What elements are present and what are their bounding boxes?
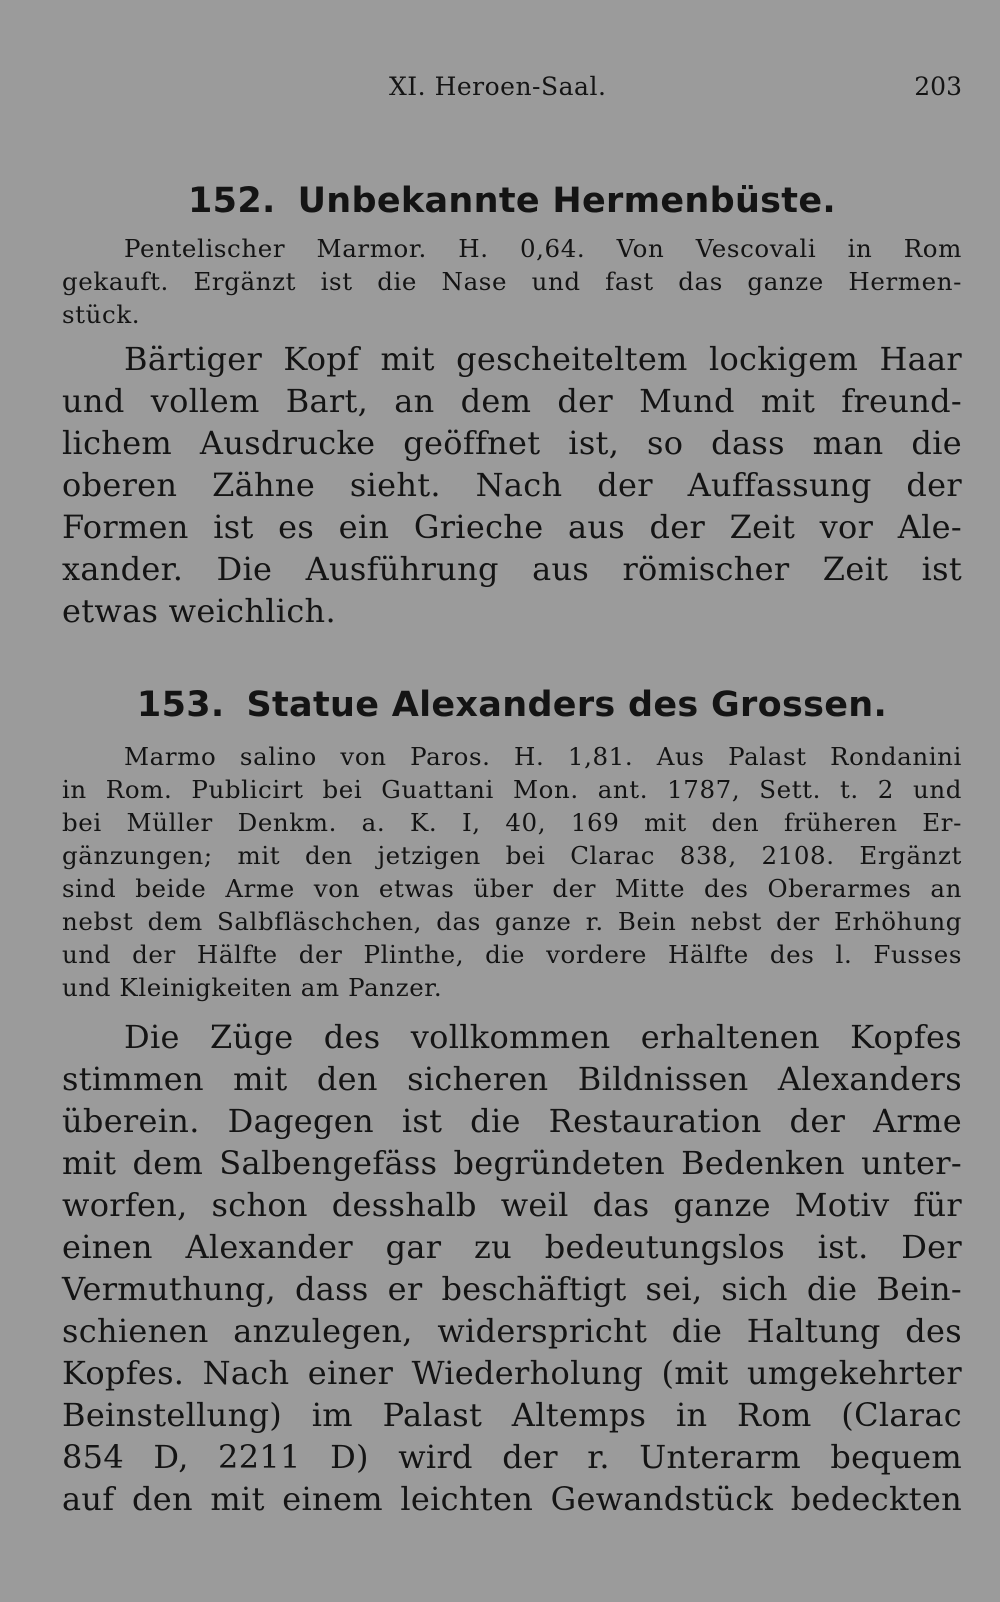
text-line: Die Züge des vollkommen erhaltenen Kopfes (124, 1018, 962, 1056)
text-line: oberen Zähne sieht. Nach der Auffassung der (62, 466, 962, 504)
text-line: Vermuthung, dass er beschäftigt sei, sich die Bein- (62, 1270, 962, 1308)
text-line: überein. Dagegen ist die Restauration der Arme (62, 1102, 962, 1140)
note-line: bei Müller Denkm. a. K. I, 40, 169 mit den früheren Er- (62, 808, 962, 837)
text-line: schienen anzulegen, widerspricht die Haltung des (62, 1312, 962, 1350)
note-line: und Kleinigkeiten am Panzer. (62, 973, 443, 1002)
text-line: Formen ist es ein Grieche aus der Zeit vor Ale- (62, 508, 962, 546)
entry-number: 153. (136, 685, 225, 725)
entry-text-153 (62, 1016, 962, 1520)
text-line: Kopfes. Nach einer Wiederholung (mit umgekehrter (62, 1354, 962, 1392)
note-line: gänzungen; mit den jetzigen bei Clarac 838, 2108. Ergänzt (62, 841, 962, 870)
text-line: lichem Ausdrucke geöffnet ist, so dass man die (62, 424, 962, 462)
text-line: und vollem Bart, an dem der Mund mit freund- (62, 382, 962, 420)
text-line: Bärtiger Kopf mit gescheiteltem lockigem Haar (124, 340, 962, 378)
note-line: Pentelischer Marmor. H. 0,64. Von Vescovali in Rom (124, 234, 962, 263)
text-line: etwas weichlich. (62, 592, 336, 630)
text-line: auf den mit einem leichten Gewandstück bedeckten (62, 1480, 962, 1518)
note-line: und der Hälfte der Plinthe, die vordere Hälfte des l. Fusses (62, 940, 962, 969)
text-line: stimmen mit den sicheren Bildnissen Alexanders (62, 1060, 962, 1098)
text-line: 854 D, 2211 D) wird der r. Unterarm bequem (62, 1438, 962, 1476)
entry-text-152 (62, 338, 962, 632)
entry-title: Unbekannte Hermenbüste. (297, 181, 836, 221)
note-line: nebst dem Salbfläschchen, das ganze r. Bein nebst der Erhöhung (62, 907, 962, 936)
entry-number: 152. (188, 181, 276, 221)
entry-heading-153 (62, 684, 962, 726)
note-line: in Rom. Publicirt bei Guattani Mon. ant. 1787, Sett. t. 2 und (62, 775, 962, 804)
text-line: einen Alexander gar zu bedeutungslos ist. Der (62, 1228, 962, 1266)
note-line: Marmo salino von Paros. H. 1,81. Aus Palast Rondanini (124, 742, 962, 771)
text-line: worfen, schon desshalb weil das ganze Motiv für (62, 1186, 962, 1224)
running-header (62, 72, 962, 104)
entry-title: Statue Alexanders des Grossen. (246, 685, 888, 725)
entry-note-153 (62, 740, 962, 1004)
entry-note-152 (62, 232, 962, 331)
text-line: xander. Die Ausführung aus römischer Zeit ist (62, 550, 962, 588)
entry-heading-152 (62, 180, 962, 222)
page-number: 203 (914, 72, 962, 101)
text-line: Beinstellung) im Palast Altemps in Rom (Clarac (62, 1396, 962, 1434)
text-line: mit dem Salbengefäss begründeten Bedenken unter- (62, 1144, 962, 1182)
note-line: sind beide Arme von etwas über der Mitte des Oberarmes an (62, 874, 962, 903)
chapter-title: XI. Heroen-Saal. (389, 72, 607, 101)
note-line: stück. (62, 300, 141, 329)
note-line: gekauft. Ergänzt ist die Nase und fast das ganze Hermen- (62, 267, 962, 296)
